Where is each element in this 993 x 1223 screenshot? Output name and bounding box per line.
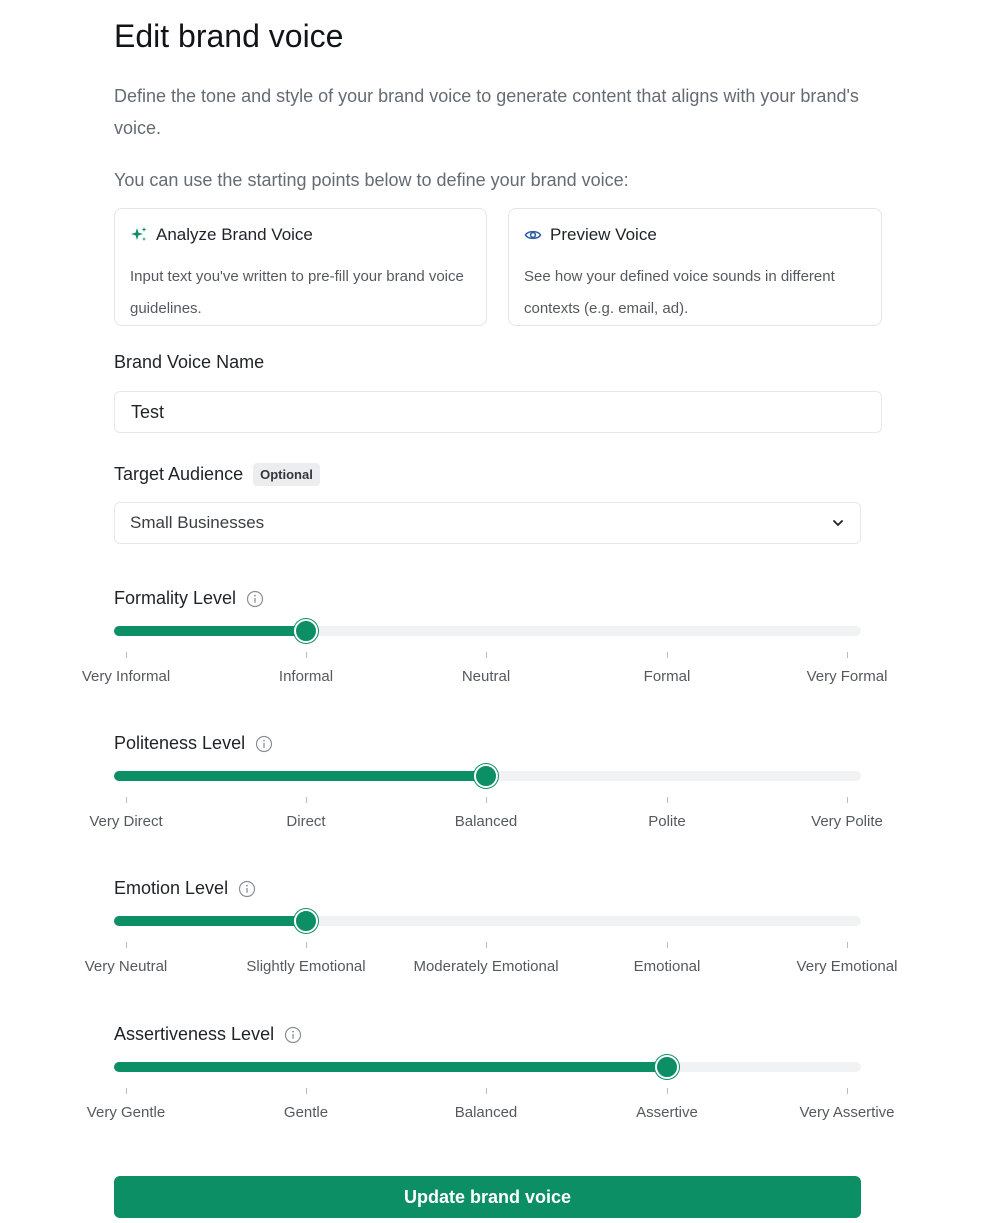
info-icon[interactable]: [238, 880, 256, 898]
assertiveness-level-tick-label[interactable]: Very Gentle: [86, 1104, 166, 1121]
politeness-level-tick-label[interactable]: Very Direct: [89, 813, 163, 830]
emotion-level-tick-mark: [306, 942, 307, 948]
emotion-level-slider-thumb[interactable]: [294, 909, 318, 933]
target-audience-label-text: Target Audience: [114, 464, 244, 484]
preview-voice-card[interactable]: [508, 208, 882, 326]
assertiveness-level-slider[interactable]: [114, 1062, 861, 1072]
formality-level-label: [114, 588, 264, 609]
page-title: Edit brand voice: [114, 18, 344, 54]
politeness-level-slider[interactable]: [114, 771, 861, 781]
assertiveness-level-label-text: Assertiveness Level: [114, 1024, 275, 1044]
formality-level-tick-label[interactable]: Neutral: [461, 668, 511, 685]
analyze-brand-voice-card[interactable]: [114, 208, 487, 326]
brand-voice-name-value: Test: [131, 401, 165, 422]
eye-icon: [524, 226, 542, 244]
assertiveness-level-tick-mark: [667, 1088, 668, 1094]
assertiveness-level-label: [114, 1024, 302, 1045]
politeness-level-label: [114, 733, 273, 754]
politeness-level-tick-mark: [486, 797, 487, 803]
emotion-level-tick-label[interactable]: Very Emotional: [796, 958, 898, 975]
assertiveness-level-tick-label[interactable]: Balanced: [454, 1104, 518, 1121]
politeness-level-tick-label[interactable]: Balanced: [454, 813, 518, 830]
emotion-level-tick-label[interactable]: Moderately Emotional: [413, 958, 559, 975]
formality-level-label-text: Formality Level: [114, 588, 237, 608]
chevron-down-icon: [831, 516, 845, 530]
brand-voice-name-label: [114, 352, 264, 373]
update-brand-voice-button[interactable]: Update brand voice: [114, 1176, 861, 1218]
preview-voice-text: See how your defined voice sounds in different contexts (e.g. email, ad).: [524, 268, 835, 317]
assertiveness-level-slider-fill: [114, 1062, 667, 1072]
emotion-level-label-text: Emotion Level: [114, 878, 229, 898]
formality-level-slider[interactable]: [114, 626, 861, 636]
analyze-brand-voice-header: [130, 223, 471, 247]
formality-level-tick-mark: [306, 652, 307, 658]
target-audience-label: [114, 463, 320, 486]
info-icon[interactable]: [284, 1026, 302, 1044]
formality-level-tick-label[interactable]: Formal: [643, 668, 691, 685]
formality-level-tick-mark: [667, 652, 668, 658]
politeness-level-tick-label[interactable]: Direct: [286, 813, 326, 830]
politeness-level-tick-mark: [306, 797, 307, 803]
emotion-level-tick-mark: [847, 942, 848, 948]
sparkle-icon: [130, 226, 148, 244]
brand-voice-name-input[interactable]: [114, 391, 882, 433]
assertiveness-level-slider-thumb[interactable]: [655, 1055, 679, 1079]
formality-level-tick-label[interactable]: Very Formal: [806, 668, 888, 685]
formality-level-tick-label[interactable]: Very Informal: [81, 668, 171, 685]
assertiveness-level-tick-mark: [847, 1088, 848, 1094]
emotion-level-tick-label[interactable]: Slightly Emotional: [246, 958, 366, 975]
politeness-level-tick-mark: [126, 797, 127, 803]
politeness-level-tick-mark: [667, 797, 668, 803]
formality-level-slider-thumb[interactable]: [294, 619, 318, 643]
emotion-level-tick-label[interactable]: Emotional: [633, 958, 701, 975]
formality-level-tick-mark: [847, 652, 848, 658]
starting-points-intro: You can use the starting points below to define your brand voice:: [114, 170, 629, 190]
assertiveness-level-tick-label[interactable]: Assertive: [636, 1104, 698, 1121]
assertiveness-level-tick-mark: [126, 1088, 127, 1094]
emotion-level-tick-mark: [126, 942, 127, 948]
emotion-level-slider-fill: [114, 916, 306, 926]
formality-level-tick-mark: [486, 652, 487, 658]
emotion-level-label: [114, 878, 256, 899]
info-icon[interactable]: [246, 590, 264, 608]
target-audience-select[interactable]: [114, 502, 861, 544]
emotion-level-tick-mark: [667, 942, 668, 948]
assertiveness-level-tick-label[interactable]: Very Assertive: [799, 1104, 895, 1121]
info-icon[interactable]: [255, 735, 273, 753]
target-audience-value: Small Businesses: [130, 513, 265, 532]
analyze-brand-voice-title: Analyze Brand Voice: [156, 225, 313, 244]
preview-voice-header: [524, 223, 866, 247]
emotion-level-tick-mark: [486, 942, 487, 948]
politeness-level-tick-label[interactable]: Very Polite: [811, 813, 883, 830]
formality-level-tick-mark: [126, 652, 127, 658]
politeness-level-slider-thumb[interactable]: [474, 764, 498, 788]
politeness-level-label-text: Politeness Level: [114, 733, 246, 753]
emotion-level-slider[interactable]: [114, 916, 861, 926]
optional-badge: Optional: [253, 463, 320, 486]
brand-voice-name-label-text: Brand Voice Name: [114, 352, 265, 372]
preview-voice-title: Preview Voice: [550, 225, 657, 244]
formality-level-tick-label[interactable]: Informal: [278, 668, 334, 685]
emotion-level-tick-label[interactable]: Very Neutral: [84, 958, 168, 975]
page-description: Define the tone and style of your brand voice to generate content that aligns with your brand's voice.: [114, 86, 859, 138]
analyze-brand-voice-text: Input text you've written to pre-fill your brand voice guidelines.: [130, 268, 464, 317]
assertiveness-level-tick-label[interactable]: Gentle: [283, 1104, 329, 1121]
politeness-level-slider-fill: [114, 771, 486, 781]
politeness-level-tick-mark: [847, 797, 848, 803]
assertiveness-level-tick-mark: [486, 1088, 487, 1094]
politeness-level-tick-label[interactable]: Polite: [648, 813, 686, 830]
assertiveness-level-tick-mark: [306, 1088, 307, 1094]
formality-level-slider-fill: [114, 626, 306, 636]
